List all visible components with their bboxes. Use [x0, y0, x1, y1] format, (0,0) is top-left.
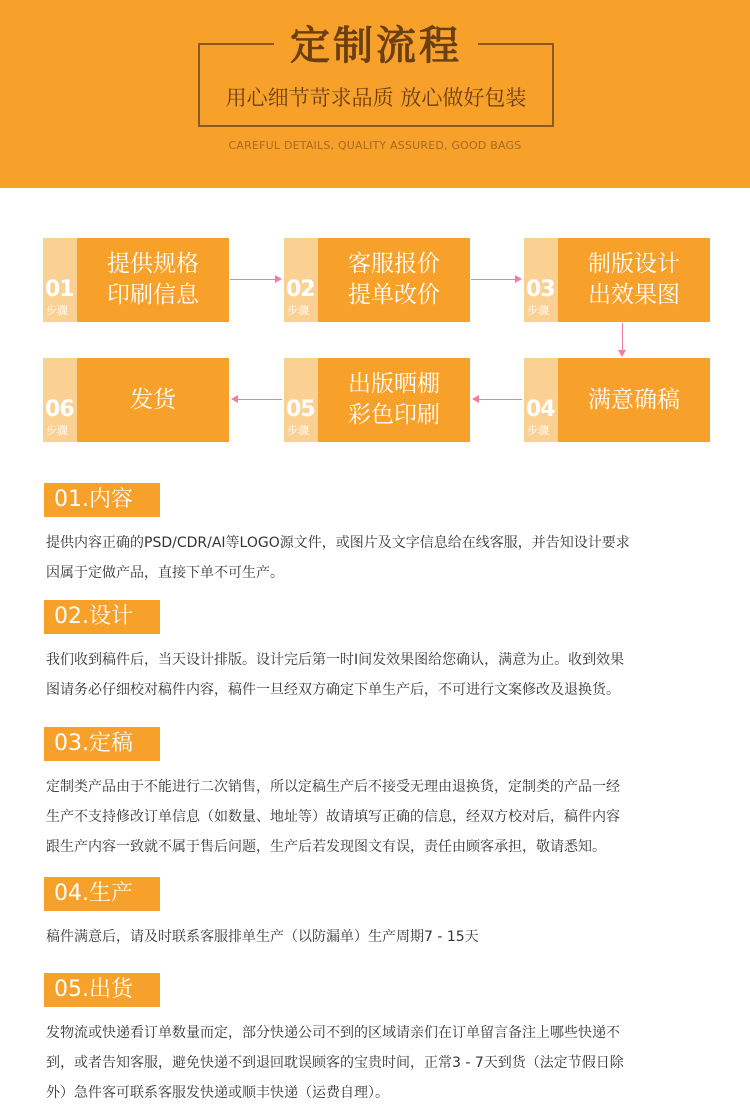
step-label — [558, 358, 710, 442]
section-line: 跟生产内容一致就不属于售后问题，生产后若发现图文有误，责任由顾客承担，敬请悉知。 — [46, 839, 606, 855]
step-number-column — [284, 238, 318, 322]
step-unit: 步骤 — [527, 424, 549, 437]
step-label — [318, 238, 470, 322]
step-label — [318, 358, 470, 442]
step-number-column — [284, 358, 318, 442]
step-4 — [524, 358, 710, 442]
arrow-down-icon — [622, 323, 623, 355]
page-title: 定制流程 — [290, 23, 462, 69]
step-label-line: 满意确稿 — [588, 386, 680, 413]
step-unit: 步骤 — [46, 424, 68, 437]
arrow-left-icon — [474, 399, 522, 400]
section-heading: 04.生产 — [44, 877, 160, 911]
section-line: 提供内容正确的PSD/CDR/AI等LOGO源文件，或图片及文字信息给在线客服，并告知设计要求 — [46, 535, 630, 551]
step-1 — [43, 238, 229, 322]
step-number: 04 — [526, 397, 555, 422]
step-number: 06 — [45, 397, 74, 422]
section-line: 发物流或快递看订单数量而定，部分快递公司不到的区域请亲们在订单留言备注上哪些快递不 — [46, 1025, 620, 1041]
section-heading: 03.定稿 — [44, 727, 160, 761]
arrow-left-icon — [233, 399, 282, 400]
section-body — [46, 772, 710, 862]
step-label — [77, 358, 229, 442]
section-heading: 02.设计 — [44, 600, 160, 634]
step-label-line: 提单改价 — [348, 282, 440, 308]
step-label-line: 发货 — [130, 386, 176, 413]
section-line: 我们收到稿件后，当天设计排版。设计完后第一时I间发效果图给您确认，满意为止。收到效果 — [46, 652, 625, 668]
step-5 — [284, 358, 470, 442]
section-line: 稿件满意后，请及时联系客服排单生产（以防漏单）生产周期7 - 15天 — [46, 929, 479, 945]
header-banner — [0, 0, 750, 188]
step-3 — [524, 238, 710, 322]
step-label — [77, 238, 229, 322]
step-2 — [284, 238, 470, 322]
step-unit: 步骤 — [287, 424, 309, 437]
step-number-column — [43, 358, 77, 442]
step-number: 02 — [286, 277, 315, 302]
section-body — [46, 528, 710, 588]
step-label-line: 印刷信息 — [107, 282, 199, 308]
step-label-line: 出版晒棚 — [348, 371, 440, 397]
section-body — [46, 645, 710, 705]
step-label-line: 制版设计 — [588, 251, 680, 277]
step-number-column — [524, 238, 558, 322]
section-line: 图请务必仔细校对稿件内容，稿件一旦经双方确定下单生产后，不可进行文案修改及退换货。 — [46, 682, 620, 698]
step-unit: 步骤 — [527, 304, 549, 317]
step-label-line: 彩色印刷 — [348, 402, 440, 428]
step-unit: 步骤 — [46, 304, 68, 317]
section-line: 定制类产品由于不能进行二次销售，所以定稿生产后不接受无理由退换货，定制类的产品一经 — [46, 779, 620, 795]
step-unit: 步骤 — [287, 304, 309, 317]
arrow-right-icon — [230, 279, 280, 280]
english-tagline: CAREFUL DETAILS, QUALITY ASSURED, GOOD BAGS — [228, 139, 522, 152]
section-line: 到，或者告知客服，避免快递不到退回耽误顾客的宝贵时间，正常3 - 7天到货（法定节假日除 — [46, 1055, 624, 1071]
step-label-line: 提供规格 — [107, 251, 199, 277]
step-label-line: 出效果图 — [588, 282, 680, 308]
step-number-column — [524, 358, 558, 442]
step-label-line: 客服报价 — [348, 251, 440, 277]
step-number-column — [43, 238, 77, 322]
step-6 — [43, 358, 229, 442]
section-line: 外）急件客可联系客服发快递或顺丰快递（运费自理）。 — [46, 1085, 389, 1101]
page-subtitle: 用心细节苛求品质 放心做好包装 — [225, 86, 527, 110]
section-heading: 05.出货 — [44, 973, 160, 1007]
section-heading: 01.内容 — [44, 483, 160, 517]
arrow-right-icon — [471, 279, 520, 280]
section-body — [46, 1018, 710, 1108]
section-line: 生产不支持修改订单信息（如数量、地址等）故请填写正确的信息，经双方校对后，稿件内容 — [46, 809, 620, 825]
section-line: 因属于定做产品，直接下单不可生产。 — [46, 565, 284, 581]
step-number: 05 — [286, 397, 315, 422]
step-number: 01 — [45, 277, 74, 302]
step-label — [558, 238, 710, 322]
section-body — [46, 922, 710, 952]
step-number: 03 — [526, 277, 555, 302]
